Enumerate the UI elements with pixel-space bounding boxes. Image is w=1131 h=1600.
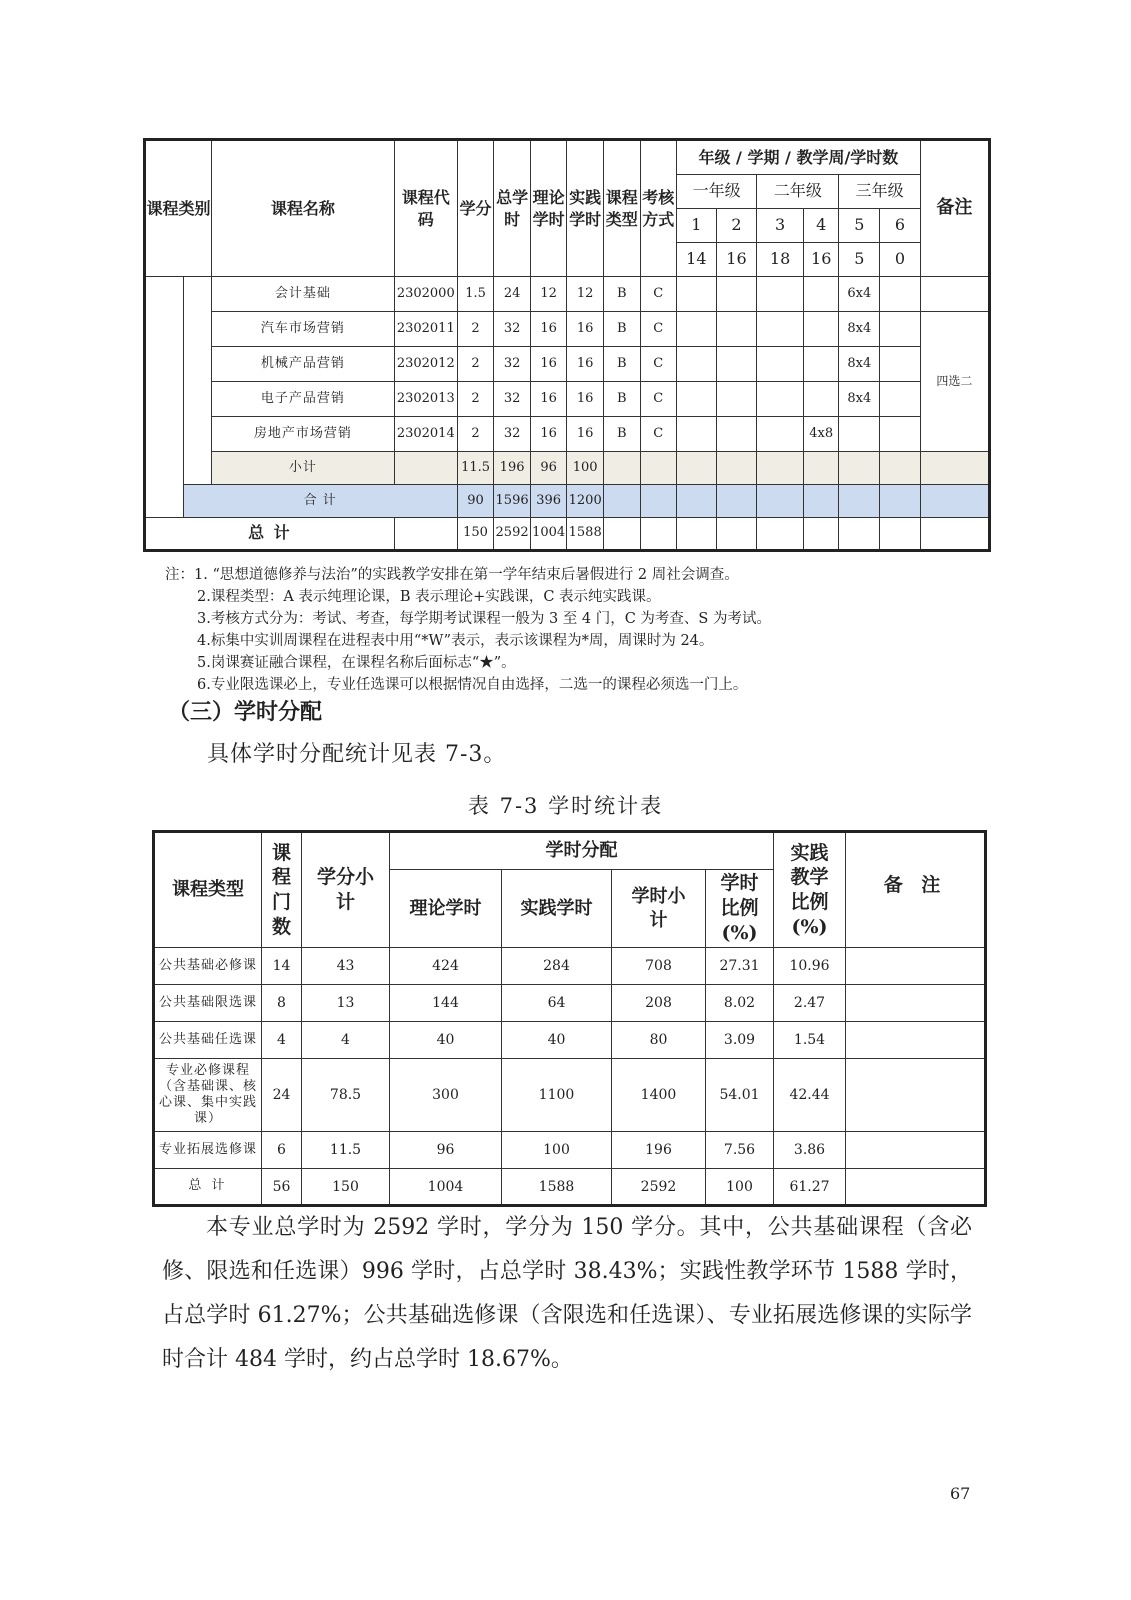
grand-total-label: 总 计 (145, 518, 395, 551)
sum-label: 合 计 (183, 485, 457, 518)
credit-cell: 43 (302, 948, 390, 985)
sem-3 (757, 382, 804, 417)
course-total: 24 (494, 277, 531, 312)
header-hours-subtotal: 学时小计 (612, 870, 706, 948)
course-code: 2302014 (394, 417, 457, 452)
remark-cell (846, 985, 986, 1022)
table-row (154, 948, 986, 985)
subtotal-code (394, 452, 457, 485)
course-total: 32 (494, 347, 531, 382)
table-row (145, 382, 990, 417)
subtotal-row (145, 452, 990, 485)
course-credit: 2 (457, 312, 494, 347)
practice-cell: 100 (502, 1132, 612, 1169)
course-theory: 16 (530, 347, 567, 382)
ratio-cell: 54.01 (706, 1059, 774, 1132)
subtotal-total: 196 (494, 452, 531, 485)
course-type-cell: 公共基础任选课 (154, 1022, 262, 1059)
header-total-hours: 总学时 (494, 140, 531, 277)
table-notes (165, 564, 1045, 696)
empty-cell (716, 518, 757, 551)
sem-5: 8x4 (839, 347, 880, 382)
header-course-type: 课程类型 (154, 832, 262, 948)
course-type: B (603, 382, 640, 417)
semester-weeks: 18 (757, 243, 804, 277)
count-cell: 4 (262, 1022, 302, 1059)
empty-cell (920, 452, 989, 485)
header-grade-2: 二年级 (757, 175, 839, 209)
hours-statistics-table (152, 830, 987, 1207)
empty-cell (640, 518, 677, 551)
empty-cell (603, 452, 640, 485)
course-theory: 12 (530, 277, 567, 312)
subtotal-practice: 100 (567, 452, 604, 485)
empty-cell (640, 485, 677, 518)
empty-cell (803, 518, 839, 551)
course-credit: 2 (457, 347, 494, 382)
empty-cell (716, 452, 757, 485)
sem-2 (716, 347, 757, 382)
header-course-name: 课程名称 (212, 140, 395, 277)
course-practice: 16 (567, 347, 604, 382)
page-number: 67 (950, 1484, 971, 1503)
header-practice-hours: 实践学时 (567, 140, 604, 277)
empty-cell (880, 452, 921, 485)
semester-weeks: 0 (880, 243, 921, 277)
sem-1 (677, 347, 717, 382)
semester-number: 1 (677, 209, 717, 243)
practice-cell: 1100 (502, 1059, 612, 1132)
practice-ratio-cell: 61.27 (774, 1169, 846, 1206)
empty-cell (677, 452, 717, 485)
course-plan-table (143, 138, 991, 552)
remark-cell (846, 1132, 986, 1169)
theory-cell: 40 (390, 1022, 502, 1059)
theory-cell: 1004 (390, 1169, 502, 1206)
grand-total-theory: 1004 (530, 518, 567, 551)
remark-cell (846, 1169, 986, 1206)
table-row (154, 1059, 986, 1132)
sem-2 (716, 382, 757, 417)
table-row (145, 277, 990, 312)
course-code: 2302013 (394, 382, 457, 417)
header-credit: 学分 (457, 140, 494, 277)
semester-number: 2 (716, 209, 757, 243)
course-name: 汽车市场营销 (212, 312, 395, 347)
sem-6 (880, 347, 921, 382)
header-grade-1: 一年级 (677, 175, 757, 209)
course-total: 32 (494, 417, 531, 452)
semester-weeks: 16 (803, 243, 839, 277)
note-line: 4.标集中实训周课程在进程表中用“*W”表示，表示该课程为*周，周课时为 24。 (197, 633, 714, 649)
course-assess: C (640, 347, 677, 382)
practice-cell: 40 (502, 1022, 612, 1059)
note-line: 5.岗课赛证融合课程，在课程名称后面标志“★”。 (197, 655, 516, 671)
grand-total-practice: 1588 (567, 518, 604, 551)
subtotal-cell: 80 (612, 1022, 706, 1059)
sem-5: 8x4 (839, 382, 880, 417)
sem-1 (677, 417, 717, 452)
sem-1 (677, 382, 717, 417)
course-type-cell: 专业必修课程（含基础课、核心课、集中实践课） (154, 1059, 262, 1132)
remark-cell (846, 948, 986, 985)
header-course-type: 课程类型 (603, 140, 640, 277)
ratio-cell: 8.02 (706, 985, 774, 1022)
subtotal-cell: 208 (612, 985, 706, 1022)
practice-ratio-cell: 10.96 (774, 948, 846, 985)
course-total: 32 (494, 382, 531, 417)
course-practice: 16 (567, 417, 604, 452)
header-practice-ratio: 实践教学比例(%) (774, 832, 846, 948)
course-practice: 16 (567, 312, 604, 347)
note-line: 注：1. “思想道德修养与法治”的实践教学安排在第一学年结束后暑假进行 2 周社会调查。 (165, 567, 739, 583)
grand-total-credit: 150 (457, 518, 494, 551)
sem-3 (757, 417, 804, 452)
semester-weeks: 14 (677, 243, 717, 277)
grand-total-row (145, 518, 990, 551)
group-remark: 四选二 (920, 312, 989, 452)
theory-cell: 300 (390, 1059, 502, 1132)
semester-weeks: 16 (716, 243, 757, 277)
subtotal-cell: 2592 (612, 1169, 706, 1206)
semester-number: 5 (839, 209, 880, 243)
table-row (145, 347, 990, 382)
sem-5 (839, 417, 880, 452)
ratio-cell: 100 (706, 1169, 774, 1206)
sem-4 (803, 347, 839, 382)
sum-practice: 1200 (567, 485, 604, 518)
course-type-cell: 专业拓展选修课 (154, 1132, 262, 1169)
remark-cell (846, 1022, 986, 1059)
subtotal-theory: 96 (530, 452, 567, 485)
header-course-count: 课程门数 (262, 832, 302, 948)
sem-4: 4x8 (803, 417, 839, 452)
empty-cell (603, 485, 640, 518)
empty-cell (803, 452, 839, 485)
header-hours-ratio: 学时比例(%) (706, 870, 774, 948)
practice-ratio-cell: 2.47 (774, 985, 846, 1022)
note-line: 2.课程类型：A 表示纯理论课，B 表示理论+实践课，C 表示纯实践课。 (197, 589, 661, 605)
semester-number: 4 (803, 209, 839, 243)
sem-4 (803, 277, 839, 312)
practice-cell: 1588 (502, 1169, 612, 1206)
header-hours-allocation: 学时分配 (390, 832, 774, 870)
semester-weeks: 5 (839, 243, 880, 277)
sem-3 (757, 347, 804, 382)
note-line: 6.专业限选课必上，专业任选课可以根据情况自由选择，二选一的课程必须选一门上。 (197, 677, 748, 693)
empty-cell (920, 485, 989, 518)
credit-cell: 13 (302, 985, 390, 1022)
header-grade-semester: 年级 / 学期 / 教学周/学时数 (677, 140, 921, 175)
sum-row (145, 485, 990, 518)
sem-6 (880, 417, 921, 452)
subtotal-cell: 708 (612, 948, 706, 985)
credit-cell: 78.5 (302, 1059, 390, 1132)
header-category: 课程类别 (145, 140, 212, 277)
subtotal-cell: 196 (612, 1132, 706, 1169)
theory-cell: 144 (390, 985, 502, 1022)
course-type-cell: 总 计 (154, 1169, 262, 1206)
header-assessment: 考核方式 (640, 140, 677, 277)
sem-6 (880, 382, 921, 417)
credit-cell: 4 (302, 1022, 390, 1059)
sum-credit: 90 (457, 485, 494, 518)
sem-3 (757, 277, 804, 312)
semester-number: 6 (880, 209, 921, 243)
practice-ratio-cell: 3.86 (774, 1132, 846, 1169)
sem-5: 8x4 (839, 312, 880, 347)
table-row (145, 312, 990, 347)
course-credit: 2 (457, 382, 494, 417)
theory-cell: 96 (390, 1132, 502, 1169)
course-credit: 2 (457, 417, 494, 452)
table-row (145, 417, 990, 452)
empty-cell (757, 452, 804, 485)
subcategory-cell (183, 277, 211, 485)
header-theory-hours: 理论学时 (530, 140, 567, 277)
course-practice: 12 (567, 277, 604, 312)
course-credit: 1.5 (457, 277, 494, 312)
category-cell (145, 277, 184, 518)
course-name: 房地产市场营销 (212, 417, 395, 452)
sum-theory: 396 (530, 485, 567, 518)
course-total: 32 (494, 312, 531, 347)
empty-cell (757, 485, 804, 518)
course-code: 2302000 (394, 277, 457, 312)
course-name: 会计基础 (212, 277, 395, 312)
count-cell: 24 (262, 1059, 302, 1132)
sem-1 (677, 312, 717, 347)
header-remark: 备注 (920, 140, 989, 277)
empty-cell (677, 485, 717, 518)
course-type: B (603, 417, 640, 452)
course-type-cell: 公共基础必修课 (154, 948, 262, 985)
sum-total: 1596 (494, 485, 531, 518)
sem-2 (716, 277, 757, 312)
empty-cell (603, 518, 640, 551)
subtotal-credit: 11.5 (457, 452, 494, 485)
header-practice-hours: 实践学时 (502, 870, 612, 948)
course-code: 2302012 (394, 347, 457, 382)
course-theory: 16 (530, 312, 567, 347)
header-theory-hours: 理论学时 (390, 870, 502, 948)
sem-3 (757, 312, 804, 347)
course-type-cell: 公共基础限选课 (154, 985, 262, 1022)
ratio-cell: 7.56 (706, 1132, 774, 1169)
credit-cell: 150 (302, 1169, 390, 1206)
credit-cell: 11.5 (302, 1132, 390, 1169)
count-cell: 6 (262, 1132, 302, 1169)
header-course-code: 课程代码 (394, 140, 457, 277)
empty-cell (839, 485, 880, 518)
course-assess: C (640, 312, 677, 347)
theory-cell: 424 (390, 948, 502, 985)
empty-cell (803, 485, 839, 518)
sem-6 (880, 312, 921, 347)
course-type: B (603, 277, 640, 312)
ratio-cell: 27.31 (706, 948, 774, 985)
sem-1 (677, 277, 717, 312)
sem-2 (716, 417, 757, 452)
course-assess: C (640, 277, 677, 312)
table-row (154, 1022, 986, 1059)
empty-cell (640, 452, 677, 485)
empty-cell (839, 518, 880, 551)
course-type: B (603, 347, 640, 382)
course-practice: 16 (567, 382, 604, 417)
sem-4 (803, 382, 839, 417)
grand-total-total: 2592 (494, 518, 531, 551)
course-theory: 16 (530, 417, 567, 452)
practice-ratio-cell: 42.44 (774, 1059, 846, 1132)
empty-cell (716, 485, 757, 518)
note-line: 3.考核方式分为：考试、考查，每学期考试课程一般为 3 至 4 门，C 为考查、S 为考试。 (197, 611, 771, 627)
empty-cell (920, 518, 989, 551)
table-row (154, 985, 986, 1022)
course-remark (920, 277, 989, 312)
empty-cell (839, 452, 880, 485)
practice-cell: 64 (502, 985, 612, 1022)
subtotal-cell: 1400 (612, 1059, 706, 1132)
course-assess: C (640, 417, 677, 452)
sem-4 (803, 312, 839, 347)
course-assess: C (640, 382, 677, 417)
summary-paragraph: 本专业总学时为 2592 学时，学分为 150 学分。其中，公共基础课程（含必修、限选和任选课）996 学时，占总学时 38.43%；实践性教学环节 1588 学时，占总学时 61.27%；公共基础选修课（含限选和任选课）、专业拓展选修课的实际学时合计 484 学时，约占总学时 18.67%。 (162, 1215, 972, 1372)
remark-cell (846, 1059, 986, 1132)
ratio-cell: 3.09 (706, 1022, 774, 1059)
count-cell: 56 (262, 1169, 302, 1206)
intro-paragraph: 具体学时分配统计见表 7-3。 (207, 742, 507, 767)
empty-cell (394, 518, 457, 551)
count-cell: 14 (262, 948, 302, 985)
course-name: 机械产品营销 (212, 347, 395, 382)
subtotal-label: 小计 (212, 452, 395, 485)
header-credit-subtotal: 学分小计 (302, 832, 390, 948)
practice-cell: 284 (502, 948, 612, 985)
total-row (154, 1169, 986, 1206)
header-grade-3: 三年级 (839, 175, 920, 209)
table-caption: 表 7-3 学时统计表 (467, 794, 664, 818)
practice-ratio-cell: 1.54 (774, 1022, 846, 1059)
sem-5: 6x4 (839, 277, 880, 312)
empty-cell (677, 518, 717, 551)
sem-2 (716, 312, 757, 347)
empty-cell (880, 518, 921, 551)
count-cell: 8 (262, 985, 302, 1022)
course-type: B (603, 312, 640, 347)
course-code: 2302011 (394, 312, 457, 347)
header-remark: 备 注 (846, 832, 986, 948)
empty-cell (880, 485, 921, 518)
semester-number: 3 (757, 209, 804, 243)
sem-6 (880, 277, 921, 312)
table-row (154, 1132, 986, 1169)
empty-cell (757, 518, 804, 551)
course-name: 电子产品营销 (212, 382, 395, 417)
section-heading: （三）学时分配 (168, 700, 323, 725)
course-theory: 16 (530, 382, 567, 417)
